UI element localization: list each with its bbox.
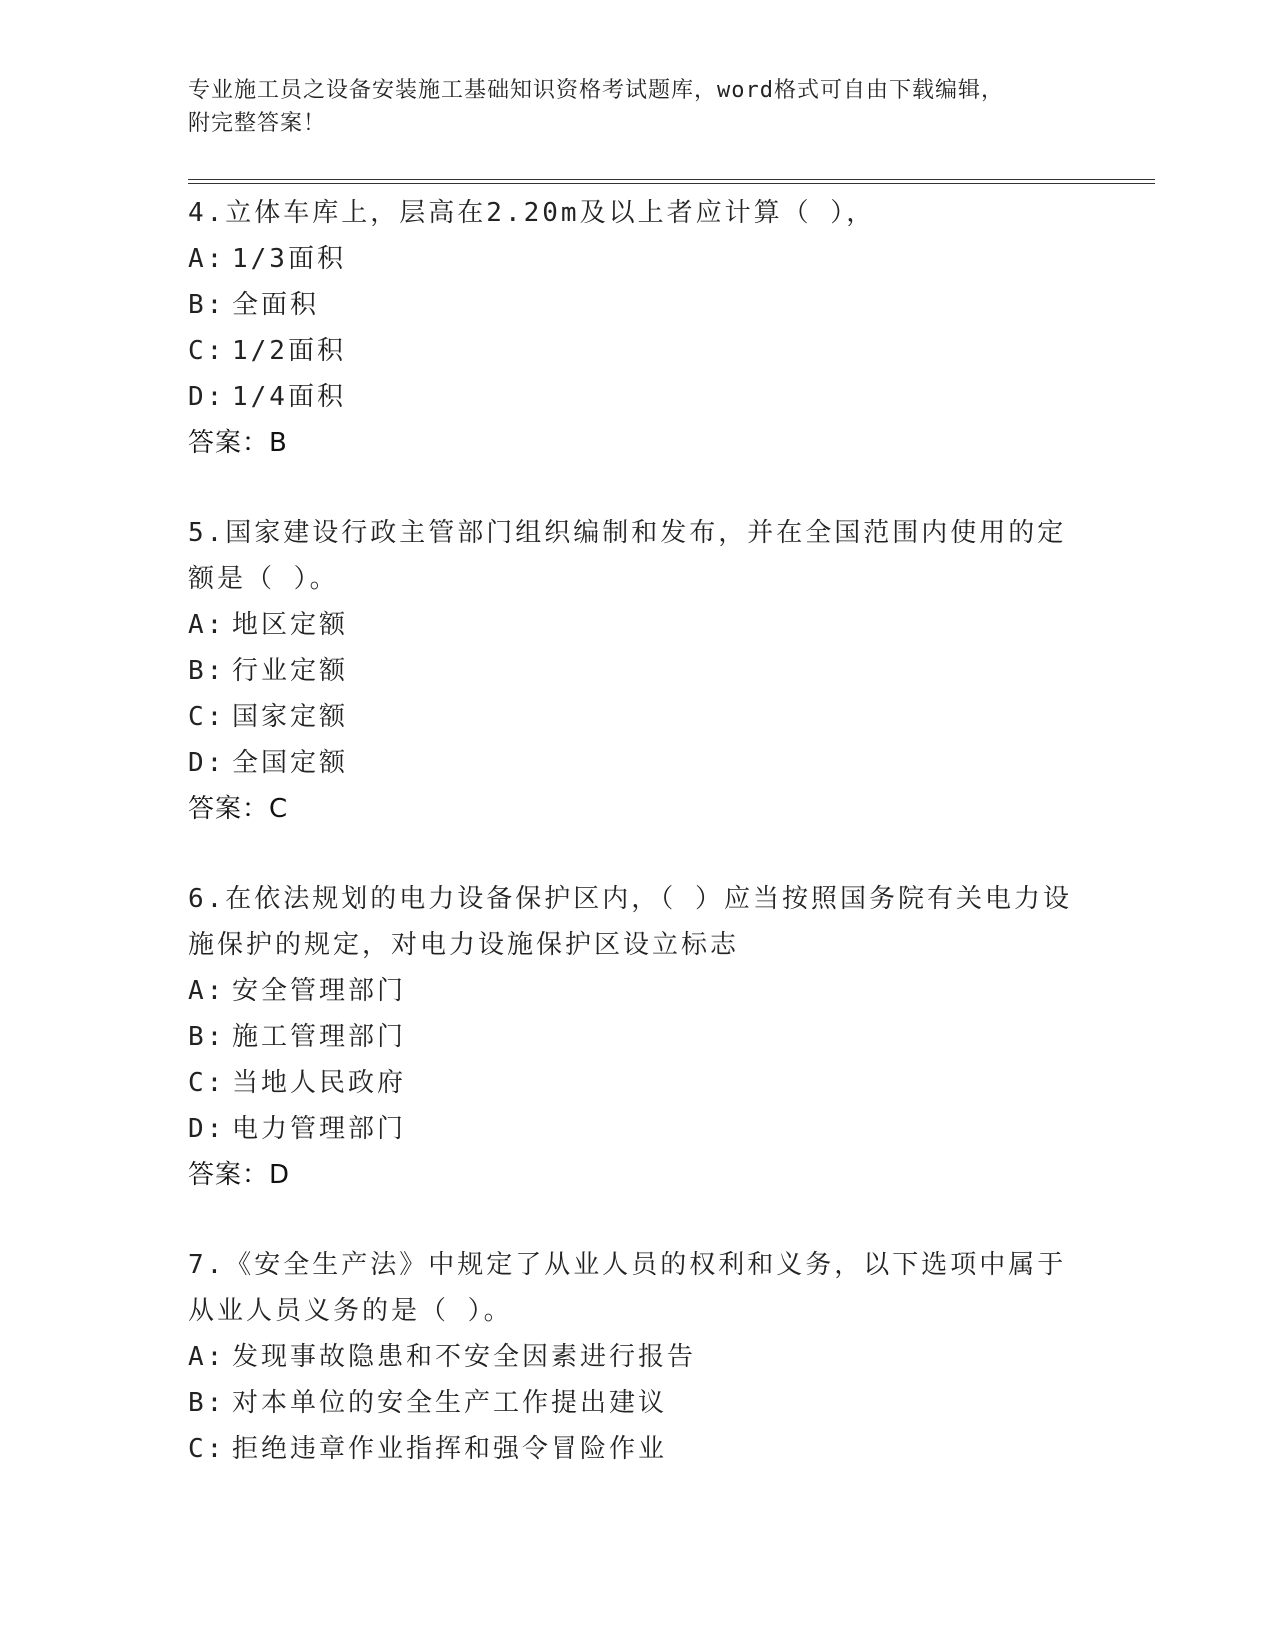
option-letter: B: (188, 1388, 226, 1418)
question-7 (188, 1242, 1088, 1472)
question-stem: 6.在依法规划的电力设备保护区内，（ ）应当按照国务院有关电力设 (188, 884, 1072, 914)
question-stem: 4.立体车库上，层高在2.20m及以上者应计算（ ）， (188, 198, 876, 228)
question-stem: 7.《安全生产法》中规定了从业人员的权利和义务，以下选项中属于 (188, 1250, 1067, 1280)
question-6 (188, 876, 1088, 1198)
option-letter: D: (188, 748, 226, 778)
option-c (188, 694, 1088, 740)
option-letter: B: (188, 1022, 226, 1052)
question-stem-continued: 从业人员义务的是（ ）。 (188, 1296, 513, 1326)
answer-line: 答案：D (188, 1160, 291, 1190)
option-text: 电力管理部门 (232, 1114, 407, 1144)
option-text: 安全管理部门 (232, 976, 407, 1006)
header-divider (188, 179, 1155, 184)
option-text: 地区定额 (232, 610, 349, 640)
option-text: 发现事故隐患和不安全因素进行报告 (232, 1342, 697, 1372)
option-text: 全面积 (232, 290, 320, 320)
question-5 (188, 510, 1088, 832)
option-letter: A: (188, 610, 226, 640)
question-stem-continued: 施保护的规定，对电力设施保护区设立标志 (188, 930, 740, 960)
option-text: 国家定额 (232, 702, 349, 732)
option-text: 施工管理部门 (232, 1022, 407, 1052)
option-c (188, 1060, 1088, 1106)
question-stem: 5.国家建设行政主管部门组织编制和发布，并在全国范围内使用的定 (188, 518, 1067, 548)
option-text: 对本单位的安全生产工作提出建议 (232, 1388, 668, 1418)
option-text: 1/4面积 (232, 382, 346, 412)
option-text: 当地人民政府 (232, 1068, 407, 1098)
option-a (188, 236, 1088, 282)
option-a (188, 968, 1088, 1014)
header-line-2: 附完整答案！ (188, 111, 327, 136)
option-letter: B: (188, 290, 226, 320)
option-d (188, 374, 1088, 420)
option-letter: A: (188, 244, 226, 274)
option-letter: D: (188, 1114, 226, 1144)
option-letter: A: (188, 976, 226, 1006)
option-text: 拒绝违章作业指挥和强令冒险作业 (232, 1434, 668, 1464)
option-b (188, 1380, 1088, 1426)
answer-line: 答案：B (188, 428, 288, 458)
option-text: 1/3面积 (232, 244, 346, 274)
document-header (188, 74, 1068, 140)
option-letter: C: (188, 702, 226, 732)
answer-line: 答案：C (188, 794, 289, 824)
option-b (188, 282, 1088, 328)
option-a (188, 602, 1088, 648)
question-list (188, 190, 1088, 1516)
option-letter: D: (188, 382, 226, 412)
header-line-1: 专业施工员之设备安装施工基础知识资格考试题库，word格式可自由下载编辑， (188, 78, 1004, 103)
option-text: 1/2面积 (232, 336, 346, 366)
option-letter: C: (188, 336, 226, 366)
option-text: 行业定额 (232, 656, 349, 686)
question-stem-continued: 额是（ ）。 (188, 564, 339, 594)
option-text: 全国定额 (232, 748, 349, 778)
option-b (188, 1014, 1088, 1060)
option-c (188, 328, 1088, 374)
option-letter: B: (188, 656, 226, 686)
option-letter: A: (188, 1342, 226, 1372)
option-letter: C: (188, 1068, 226, 1098)
option-d (188, 1106, 1088, 1152)
option-d (188, 740, 1088, 786)
question-4 (188, 190, 1088, 466)
option-c (188, 1426, 1088, 1472)
option-a (188, 1334, 1088, 1380)
option-b (188, 648, 1088, 694)
option-letter: C: (188, 1434, 226, 1464)
